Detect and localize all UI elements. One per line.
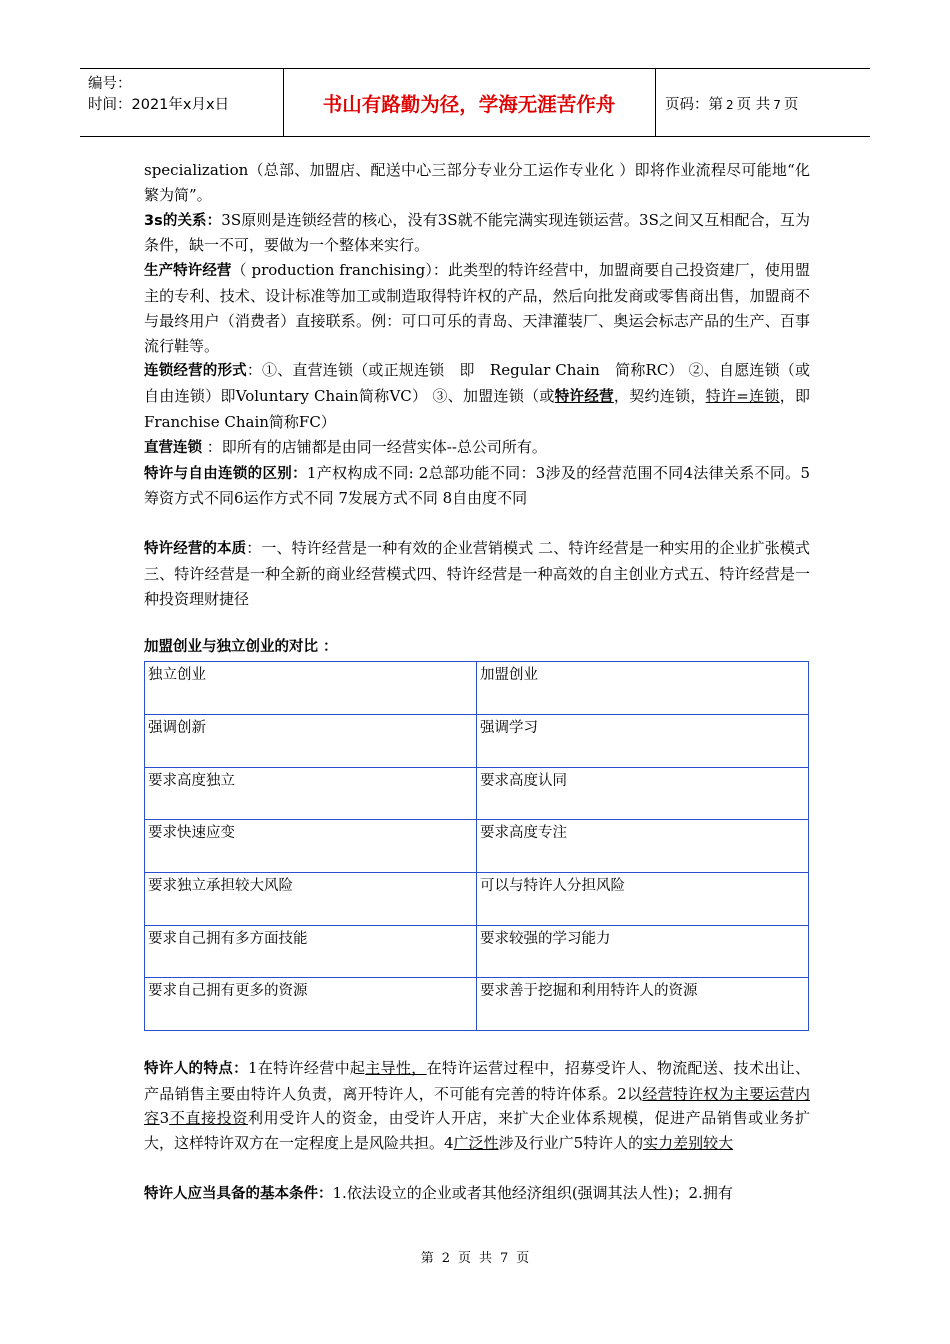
doc-date: 时间：2021年x月x日 (88, 97, 230, 113)
table-header-cell: 独立创业 (145, 662, 477, 715)
page-header (80, 68, 870, 137)
term-label: 特许与自由连锁的区别： (144, 465, 307, 482)
doc-code-label: 编号： (88, 76, 132, 92)
term-label: 特许经营的本质 (144, 540, 247, 557)
term-label: 生产特许经营 (144, 263, 232, 280)
table-row (145, 714, 809, 767)
paragraph-chain-forms: 连锁经营的形式：①、直营连锁（或正规连锁 即 Regular Chain 简称RC） ②、自愿连锁（或自由连锁）即Voluntary Chain简称VC） ③、加盟连锁（或特许经营，契约连锁，特许=连锁，即Franchise Chain简称FC） (144, 361, 810, 431)
header-page-number: 页码：第 2 页 共 7 页 (665, 97, 799, 113)
paragraph-franchise-vs-voluntary: 特许与自由连锁的区别：1产权构成不同: 2总部功能不同：3涉及的经营范围不同4法律关系不同。5筹资方式不同6运作方式不同 7发展方式不同 8自由度不同 (144, 463, 811, 508)
table-row (145, 872, 809, 925)
table-title: 加盟创业与独立创业的对比 ： (144, 639, 338, 656)
comparison-table (144, 661, 809, 1031)
table-cell: 强调学习 (477, 714, 809, 767)
table-header-cell: 加盟创业 (477, 662, 809, 715)
table-row (145, 767, 809, 820)
header-motto: 书山有路勤为径，学海无涯苦作舟 (322, 92, 616, 116)
term-label: 3s的关系： (144, 212, 222, 229)
table-cell: 可以与特许人分担风险 (477, 872, 809, 925)
comparison-section (144, 635, 810, 1031)
table-cell: 要求快速应变 (145, 820, 477, 873)
table-header-row (145, 662, 809, 715)
table-cell: 要求较强的学习能力 (477, 925, 809, 978)
table-cell: 要求高度认同 (477, 767, 809, 820)
table-row (145, 820, 809, 873)
document-body (144, 158, 810, 1207)
table-row (145, 978, 809, 1031)
paragraph-3s-relation: 3s的关系：3S原则是连锁经营的核心，没有3S就不能完满实现连锁运营。3S之间又互相配合，互为条件，缺一不可，要做为一个整体来实行。 (144, 210, 810, 255)
paragraph-franchise-essence: 特许经营的本质：一、特许经营是一种有效的企业营销模式 二、特许经营是一种实用的企业扩张模式 三、特许经营是一种全新的商业经营模式四、特许经营是一种高效的自主创业方式五、特许经营是一种投资理财捷径 (144, 538, 811, 608)
header-meta (88, 74, 229, 116)
table-cell: 要求独立承担较大风险 (145, 872, 477, 925)
term-label: 直营连锁 (144, 439, 202, 456)
term-label: 特许人的特点： (144, 1060, 248, 1077)
paragraph-franchisor-conditions: 特许人应当具备的基本条件：1.依法设立的企业或者其他经济组织(强调其法人性)；2.拥有 (144, 1183, 733, 1202)
paragraph-production-franchising: 生产特许经营（ production franchising）：此类型的特许经营中，加盟商要自己投资建厂，使用盟主的专利、技术、设计标准等加工或制造取得特许权的产品，然后向批发商或零售商出售，加盟商不与最终用户（消费者）直接联系。例：可口可乐的青岛、天津灌装厂、奥运会标志产品的生产、百事流行鞋等。 (144, 261, 811, 355)
paragraph-direct-chain: 直营连锁 ：即所有的店铺都是由同一经营实体--总公司所有。 (144, 437, 547, 456)
paragraph-franchisor-traits: 特许人的特点：1在特许经营中起主导性，在特许运营过程中，招募受许人、物流配送、技术出让、产品销售主要由特许人负责，离开特许人，不可能有完善的特许体系。2以经营特许权为主要运营内容3不直接投资利用受许人的资金，由受许人开店，来扩大企业体系规模，促进产品销售或业务扩大，这样特许双方在一定程度上是风险共担。4广泛性涉及行业广5特许人的实力差别较大 (144, 1058, 810, 1153)
table-cell: 强调创新 (145, 714, 477, 767)
table-cell: 要求自己拥有更多的资源 (145, 978, 477, 1031)
table-cell: 要求高度专注 (477, 820, 809, 873)
page-footer: 第 2 页 共 7 页 (420, 1251, 530, 1266)
table-cell: 要求善于挖掘和利用特许人的资源 (477, 978, 809, 1031)
table-row (145, 925, 809, 978)
term-label: 特许人应当具备的基本条件： (144, 1185, 333, 1202)
paragraph-specialization: specialization（总部、加盟店、配送中心三部分专业分工运作专业化 ）即将作业流程尽可能地“化繁为简”。 (144, 161, 810, 204)
table-cell: 要求高度独立 (145, 767, 477, 820)
term-label: 连锁经营的形式 (144, 363, 247, 380)
table-cell: 要求自己拥有多方面技能 (145, 925, 477, 978)
header-divider (655, 69, 656, 136)
